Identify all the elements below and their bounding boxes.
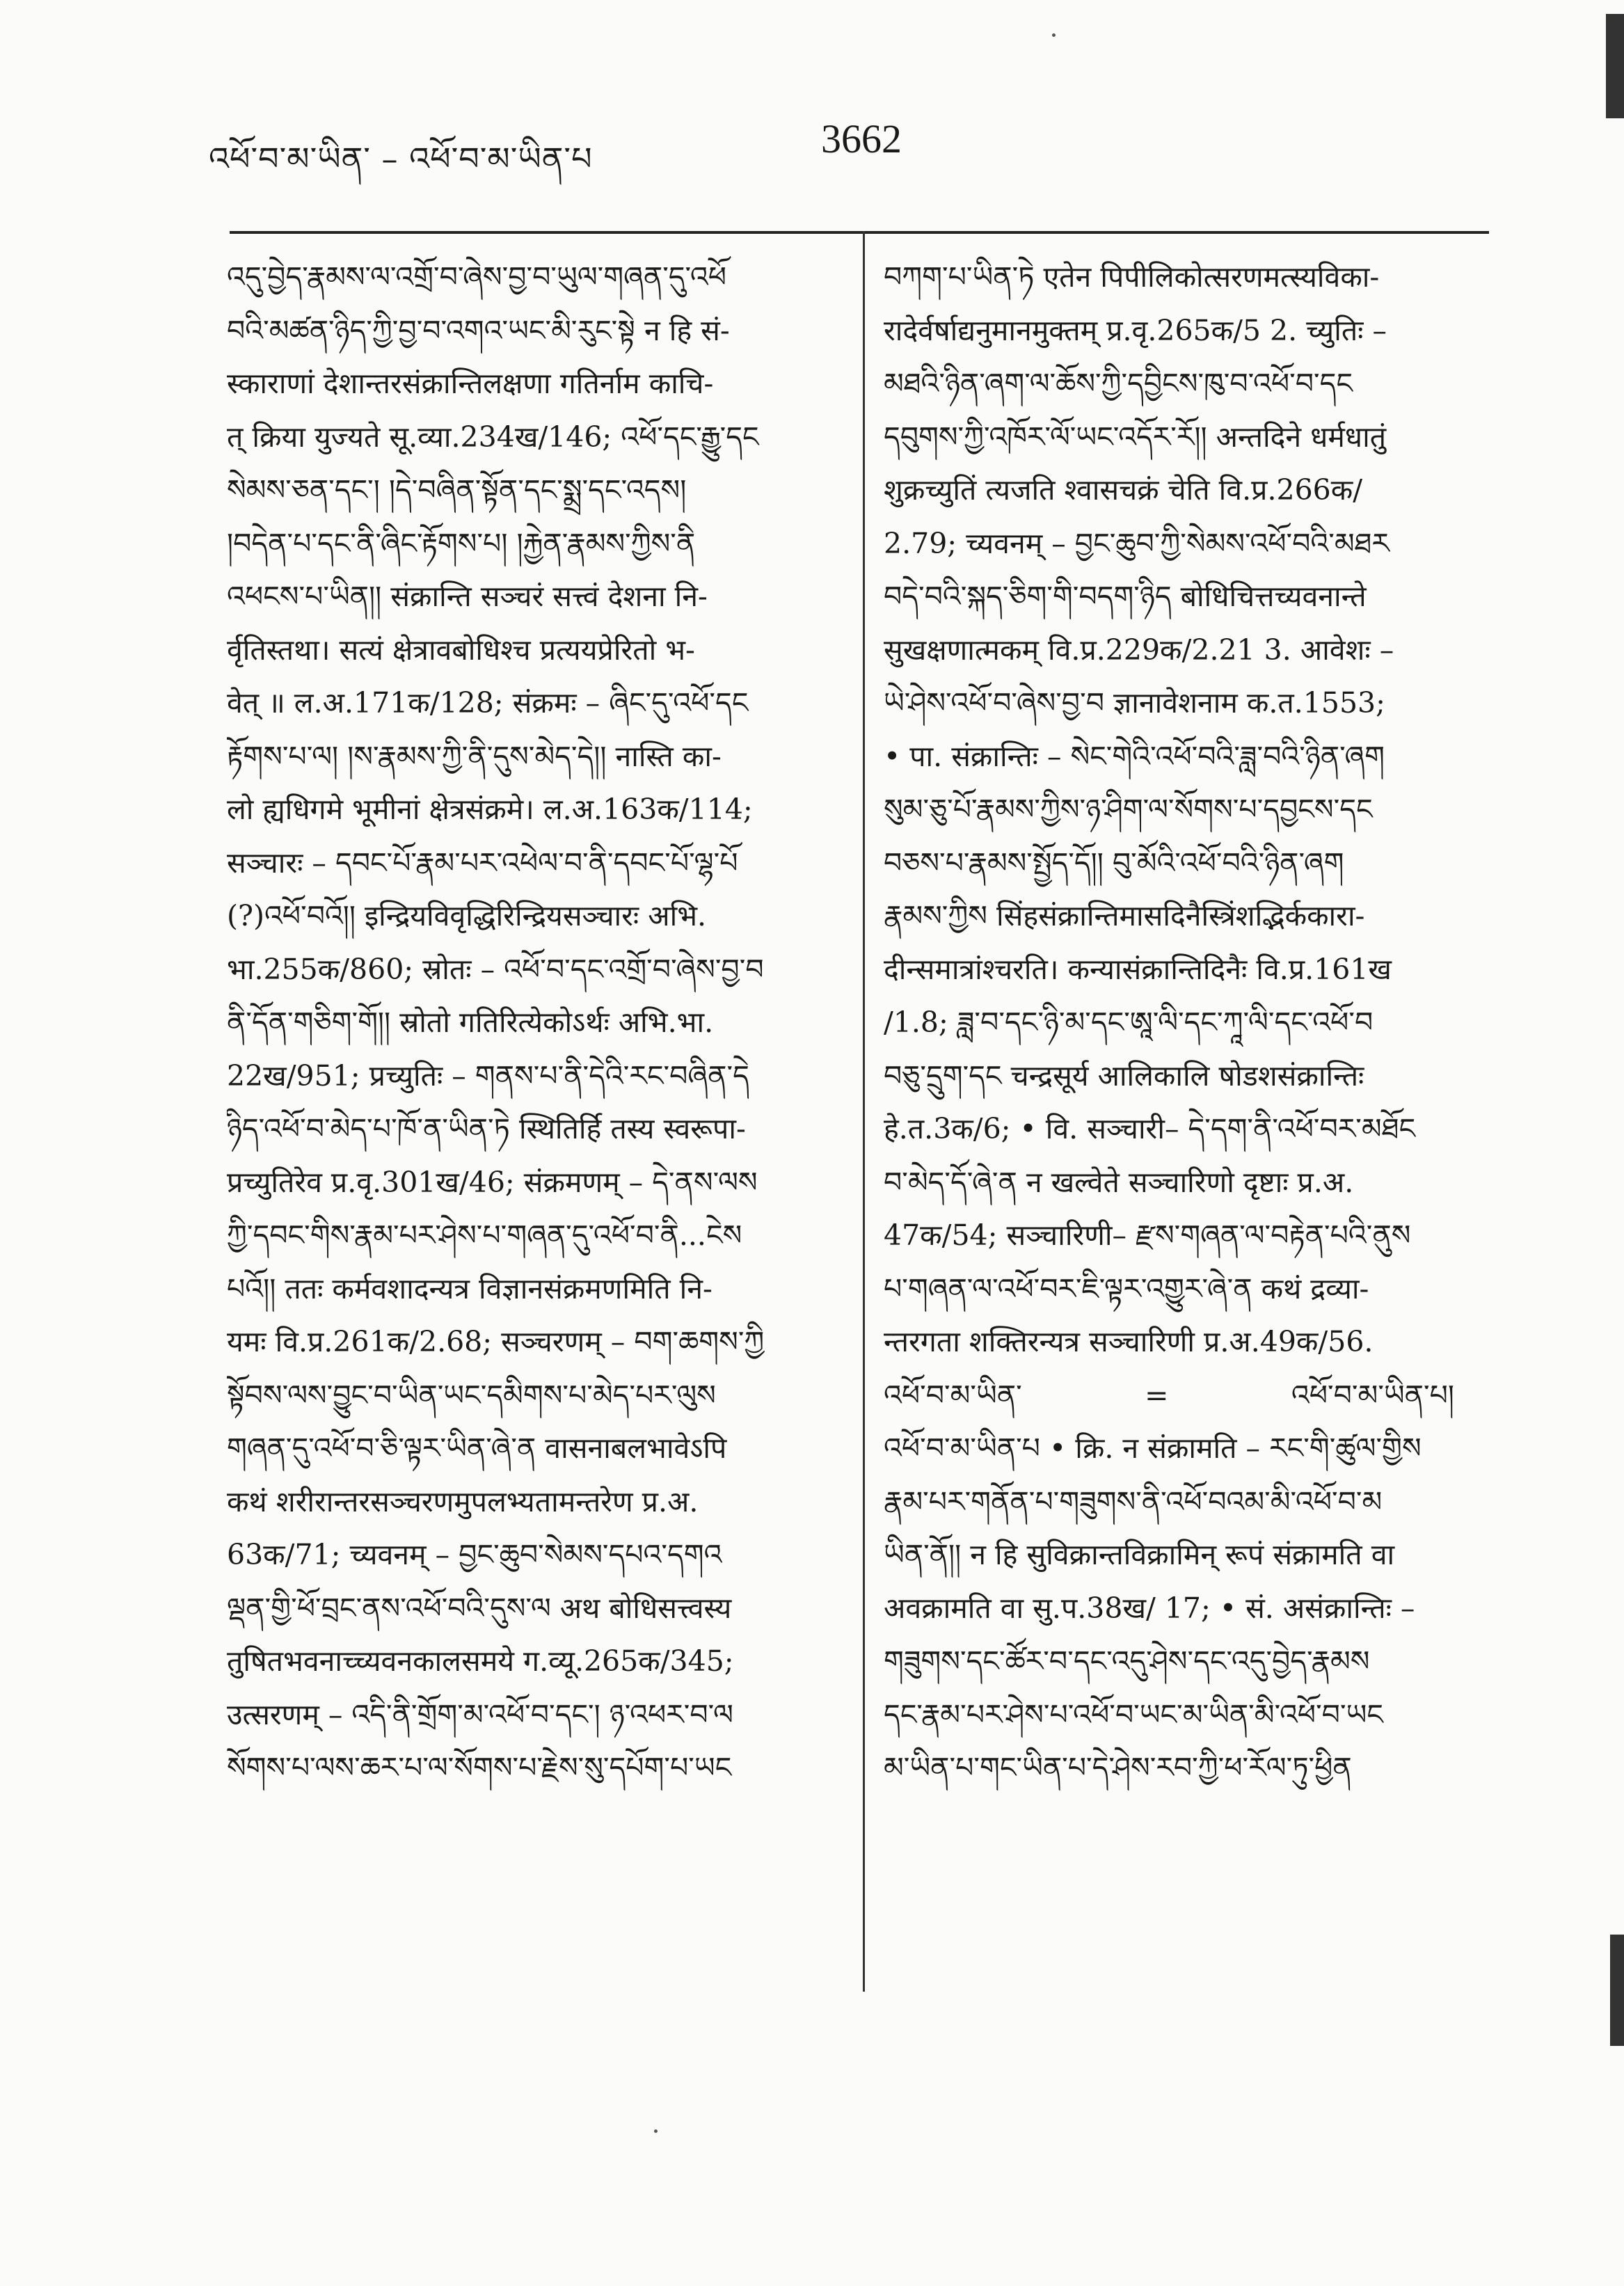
text-line: བཅུ་དྲུག་དང चन्द्रसूर्य आलिकालि षोडशसंक्रान्तिः (884, 1058, 1364, 1093)
text-line: ཀྱི་དབང་གིས་རྣམ་པར་ཤེས་པ་གཞན་དུ་འཕོ་བ་ནི...ངེས (227, 1219, 742, 1252)
text-line: कथं शरीरान्तरसञ्चरणमुपलभ्यतामन्तरेण प्र.अ. (227, 1484, 699, 1518)
text-line: པ་གཞན་ལ་འཕོ་བར་ཇི་ལྟར་འགྱུར་ཞེ་ན कथं द्रव्या- (884, 1271, 1369, 1305)
text-line: འཕོ་བ་མ་ཡིན་པ • क्रि. न संक्रामति – རང་གི་ཚུལ་གྱིས (884, 1431, 1422, 1465)
text-line: བཀག་པ་ཡིན་ཏེ एतेन पिपीलिकोत्सरणमत्स्यविका- (884, 260, 1380, 294)
text-line: སྟོབས་ལས་བྱུང་བ་ཡིན་ཡང་དམིགས་པ་མེད་པར་ལུས (227, 1378, 716, 1412)
left-column (227, 251, 839, 1795)
text-line: བཅས་པ་རྣམས་སྤྱོད་དོ།། བུ་མོའི་འཕོ་བའི་ཉིན་ཞག (884, 846, 1344, 880)
text-line: दीन्समात्रांश्चरति। कन्यासंक्रान्तिदिनैः वि.प्र.161ख (884, 952, 1392, 986)
right-column (884, 251, 1482, 1795)
scan-speck (654, 2129, 658, 2133)
text-line: བ་མེད་དོ་ཞེ་ན न खल्वेते सञ्चारिणो दृष्टाः प्र.अ. (884, 1165, 1354, 1199)
running-head: འཕོ་བ་མ་ཡིན་ – འཕོ་བ་མ་ཡིན་པ (209, 140, 593, 177)
text-line: स्काराणां देशान्तरसंक्रान्तिलक्षणा गतिर्नाम काचि- (227, 367, 714, 400)
text-line: शुक्रच्युतिं त्यजति श्वासचक्रं चेति वि.प्र.266क/ (884, 473, 1363, 507)
scan-speck (1052, 33, 1056, 37)
text-line: हे.त.3क/6; • वि. सञ्चारी– དེ་དག་ནི་འཕོ་བར་མཐོང (884, 1112, 1416, 1145)
text-line: ཉིད་འཕོ་བ་མེད་པ་ཁོ་ན་ཡིན་ཏེ स्थितिर्हि तस्य स्वरूपा- (227, 1112, 746, 1145)
text-line: བདེ་བའི་སྐད་ཅིག་གི་བདག་ཉིད बोधिचित्तच्यवनान्ते (884, 580, 1367, 613)
text-line: པའོ།། ततः कर्मवशादन्यत्र विज्ञानसंक्रमणमिति नि- (227, 1271, 713, 1305)
headword-target: འཕོ་བ་མ་ཡིན་པ། (1291, 1378, 1454, 1412)
text-line: उत्सरणम् – འདི་ནི་གྲོག་མ་འཕོ་བ་དང་། ཉ་འཕར་བ་ལ (227, 1697, 733, 1731)
text-line: འཕངས་པ་ཡིན།། संक्रान्ति सञ्चरं सत्त्वं देशना नि- (227, 580, 708, 613)
page-number: 3662 (821, 116, 902, 161)
text-line: གཞན་དུ་འཕོ་བ་ཅི་ལྟར་ཡིན་ཞེ་ན वासनाबलभावेऽपि (227, 1431, 727, 1465)
text-line: (?)འཕོ་བའོ།། इन्द्रियविवृद्धिरिन्द्रियसञ्चारः अभि. (227, 899, 707, 932)
text-line: 2.79; च्यवनम् – བྱང་ཆུབ་ཀྱི་སེམས་འཕོ་བའི་མཐར (884, 526, 1390, 560)
text-line: र्वृतिस्तथा। सत्यं क्षेत्रावबोधिश्च प्रत्ययप्रेरितो भ- (227, 633, 695, 667)
headword-term: འཕོ་བ་མ་ཡིན་ (884, 1378, 1022, 1412)
text-line: सञ्चारः – དབང་པོ་རྣམ་པར་འཕེལ་བ་ནི་དབང་པོ་ལྷ་པོ (227, 846, 738, 880)
text-line: तुषितभवनाच्च्यवनकालसमये ग.व्यू.265क/345; (227, 1644, 734, 1678)
text-line: प्रच्युतिरेव प्र.वृ.301ख/46; संक्रमणम् – དེ་ནས་ལས (227, 1165, 758, 1199)
text-line: लो ह्यधिगमे भूमीनां क्षेत्रसंक्रमे। ल.अ.163क/114; (227, 793, 753, 826)
text-line: भा.255क/860; स्रोतः – འཕོ་བ་དང་འགྲོ་བ་ཞེས་བྱ་བ (227, 952, 764, 986)
text-line: 47क/54; सञ्चारिणी– རྫས་གཞན་ལ་བརྟེན་པའི་ནུས (884, 1219, 1411, 1252)
column-divider (863, 231, 865, 1992)
scan-edge-mark-bottom (1610, 1935, 1624, 2046)
text-line: • पा. संक्रान्तिः – སེང་གེའི་འཕོ་བའི་ཟླ་བའི་ཉིན་ཞག (884, 739, 1385, 773)
text-line: ཡེ་ཤེས་འཕོ་བ་ཞེས་བྱ་བ ज्ञानावेशनाम क.त.1553; (884, 686, 1385, 720)
text-line: अवक्रामति वा सु.प.38ख/ 17; • सं. असंक्रान्तिः – (884, 1591, 1415, 1625)
text-line: ནི་དོན་གཅིག་གོ།། स्रोतो गतिरित्येकोऽर्थः अभि.भा. (227, 1006, 714, 1039)
text-line: वेत् ॥ ल.अ.171क/128; संक्रमः – ཞིང་དུ་འཕོ་དང (227, 686, 749, 720)
text-line: རྣམས་ཀྱིས सिंहसंक्रान्तिमासदिनैस्त्रिंशद्भिर्ककारा- (884, 899, 1365, 932)
text-line: ཡིན་ནོ།། न हि सुविक्रान्तविक्रामिन् रूपं संक्रामति वा (884, 1538, 1395, 1571)
text-line: གཟུགས་དང་ཚོར་བ་དང་འདུ་ཤེས་དང་འདུ་བྱེད་རྣམས (884, 1644, 1370, 1678)
scan-edge-mark-top (1606, 14, 1624, 118)
text-line: འདུ་བྱེད་རྣམས་ལ་འགྲོ་བ་ཞེས་བྱ་བ་ཡུལ་གཞན་དུ་འཕོ (227, 260, 727, 294)
text-line: न्तरगता शक्तिरन्यत्र सञ्चारिणी प्र.अ.49क/56. (884, 1325, 1374, 1358)
text-line: यमः वि.प्र.261क/2.68; सञ्चरणम् – བག་ཆགས་ཀྱི (227, 1325, 765, 1358)
header-rule (230, 231, 1489, 234)
text-line: བའི་མཚན་ཉིད་ཀྱི་བྱ་བ་འགའ་ཡང་མི་རུང་སྟེ न हि सं- (227, 313, 730, 347)
headword-equals: = (1145, 1378, 1169, 1412)
text-line: མ་ཡིན་པ་གང་ཡིན་པ་དེ་ཤེས་རབ་ཀྱི་ཕ་རོལ་ཏུ་ཕྱིན (884, 1751, 1352, 1784)
text-line: །བདེན་པ་དང་ནི་ཞིང་རྟོགས་པ། །རྐྱེན་རྣམས་ཀྱིས་ནི (227, 526, 696, 560)
headword-entry (884, 1369, 1482, 1422)
text-line: མཐའི་ཉིན་ཞག་ལ་ཆོས་ཀྱི་དབྱིངས་ཁུ་བ་འཕོ་བ་དང (884, 367, 1353, 400)
text-line: 22ख/951; प्रच्युतिः – གནས་པ་ནི་དེའི་རང་བཞིན་དེ (227, 1058, 749, 1093)
text-line: སེམས་ཅན་དང་། །དེ་བཞིན་སྟོན་དང་སྨྲ་དང་འདས། (227, 473, 687, 507)
text-line: ལྡན་གྱི་ཕོ་བྲང་ནས་འཕོ་བའི་དུས་ལ अथ बोधिसत्त्वस्य (227, 1591, 732, 1625)
text-line: སོགས་པ་ལས་ཆར་པ་ལ་སོགས་པ་རྗེས་སུ་དཔོག་པ་ཡང (227, 1751, 732, 1784)
text-line: དབུགས་ཀྱི་འཁོར་ལོ་ཡང་འདོར་རོ།། अन्तदिने धर्मधातुं (884, 420, 1387, 454)
text-line: རྣམ་པར་གནོན་པ་གཟུགས་ནི་འཕོ་བའམ་མི་འཕོ་བ་མ (884, 1484, 1383, 1518)
text-line: 63क/71; च्यवनम् – བྱང་ཆུབ་སེམས་དཔའ་དགའ (227, 1538, 722, 1571)
text-line: རྟོགས་པ་ལ། །ས་རྣམས་ཀྱི་ནི་དུས་མེད་དེ།། नास्ति का- (227, 739, 722, 773)
text-line: त् क्रिया युज्यते सू.व्या.234ख/146; འཕོ་དང་རྒྱུ་དང (227, 420, 759, 454)
text-line: དང་རྣམ་པར་ཤེས་པ་འཕོ་བ་ཡང་མ་ཡིན་མི་འཕོ་བ་ཡང (884, 1697, 1383, 1731)
text-line: सुखक्षणात्मकम् वि.प्र.229क/2.21 3. आवेशः – (884, 633, 1394, 667)
text-line: སུམ་ཅུ་པོ་རྣམས་ཀྱིས་ཉ་ཤིག་ལ་སོགས་པ་དབྱངས་དང (884, 793, 1373, 826)
text-line: रादेर्वर्षाद्यनुमानमुक्तम् प्र.वृ.265क/5 2. च्युतिः – (884, 313, 1387, 347)
text-line: /1.8; ཟླ་བ་དང་ཉི་མ་དང་ཨཱ་ལི་དང་ཀཱ་ལི་དང་འཕོ་བ (884, 1006, 1374, 1039)
